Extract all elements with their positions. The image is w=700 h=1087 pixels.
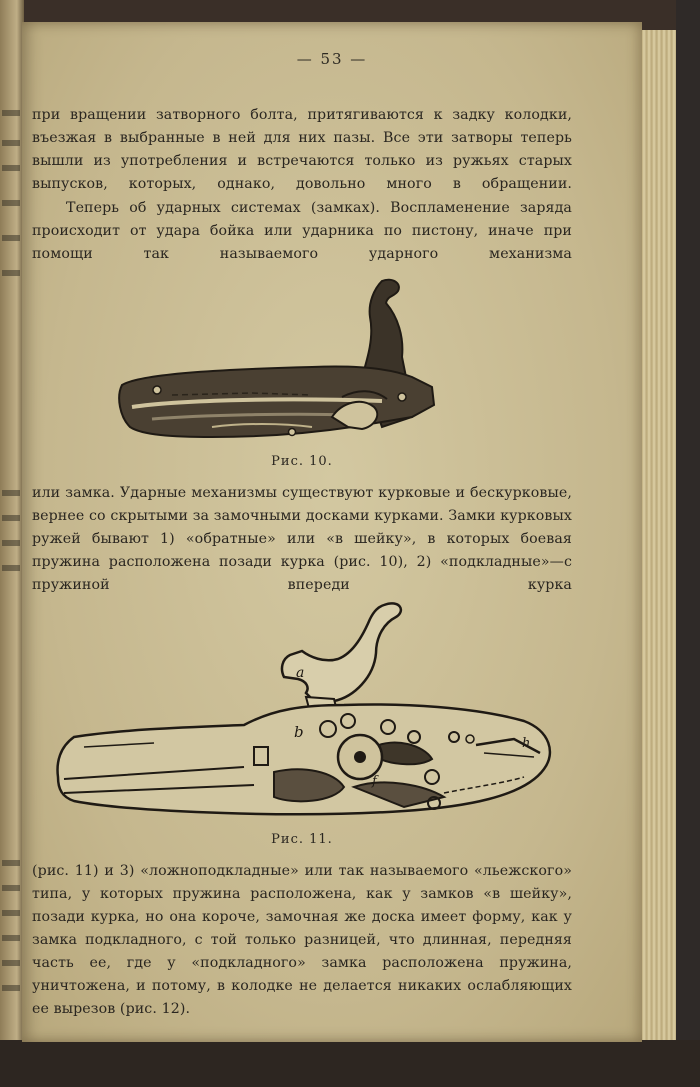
facing-page-edge (0, 0, 24, 1087)
figure-10-lock-illustration (112, 277, 462, 447)
paragraph-3: или замка. Ударные механизмы существуют курковые и бескурковые, вернее со скрытыми за замочными досками курками. Замки курковых ружей бывают 1) «обратные» или «в шейку», в которых боевая пружина расположена позади курка (рис. 10), 2) «подкладные»—с пружиной впереди курка (32, 485, 572, 593)
figure-11-label-b: b (294, 723, 304, 741)
figure-11-label-f: f (372, 774, 377, 789)
figure-11-lock-illustration (44, 597, 564, 827)
page-block-edges (638, 30, 678, 1040)
book-cover (676, 0, 700, 1087)
figure-11-label-h: h (522, 736, 531, 751)
paragraph-1: при вращении затворного болта, притягиваются к задку колодки, въезжая в выбранные в ней для них пазы. Все эти затворы теперь вышли из употребления и встречаются только из ружьях старых выпусков, которых, однако, довольно много в обращении. (32, 107, 572, 192)
paragraph-4: (рис. 11) и 3) «ложноподкладные» или так называемого «льежского» типа, у которых пружина расположена, как у замков «в шейку», позади курка, но она короче, замочная же доска имеет форму, как у замка подкладного, с той только разницей, что длинная, передняя часть ее, где у «подкладного» замка расположена пружина, уничтожена, и потому, в колодке не делается никаких ослабляющих ее вырезов (рис. 12). (32, 863, 572, 1017)
figure-11-caption: Рис. 11. (271, 832, 333, 847)
book-page (22, 22, 642, 1042)
page-number: — 53 — (296, 50, 368, 68)
background-surface (0, 1040, 700, 1087)
paragraph-2: Теперь об ударных системах (замках). Воспламенение заряда происходит от удара бойка или ударника по пистону, иначе при помощи так называемого ударного механизма (32, 200, 572, 262)
figure-10-caption: Рис. 10. (271, 454, 333, 469)
figure-11-label-a: a (296, 665, 305, 681)
